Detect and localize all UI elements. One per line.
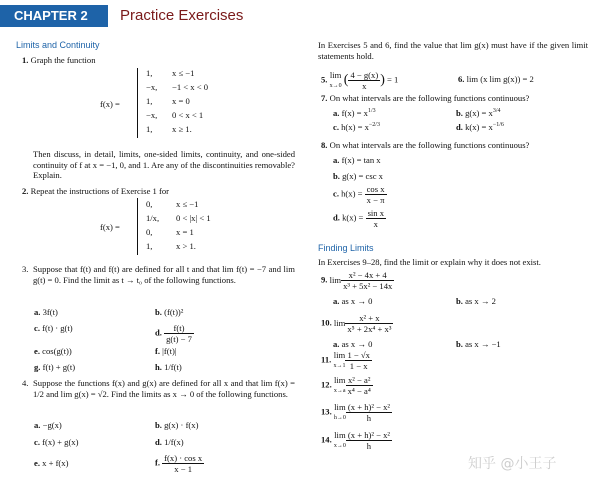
page-header	[0, 0, 600, 32]
lim-subscript: x→a	[333, 387, 346, 394]
exercise-3-part	[155, 323, 194, 344]
part-expr: g(x) = x	[465, 108, 493, 118]
case-condition: 0 < |x| < 1	[176, 213, 211, 223]
page-title: Practice Exercises	[120, 7, 244, 24]
fraction	[346, 402, 392, 423]
part-letter: a.	[34, 307, 41, 317]
exercise-4-part	[155, 420, 198, 430]
part-letter: d.	[155, 437, 162, 447]
case-condition: x = 0	[172, 96, 190, 106]
exercise-2-intro: 2. Repeat the instructions of Exercise 1 for	[22, 186, 170, 196]
exponent: −2/3	[368, 122, 380, 129]
part-expr: as x → 0	[341, 296, 373, 306]
exercise-8b: b. g(x) = csc x	[333, 171, 383, 181]
part-letter: c.	[333, 122, 339, 132]
lim-word: lim	[333, 318, 346, 328]
exercise-3-part	[155, 362, 182, 372]
denominator: h	[366, 441, 372, 451]
case-value: 1,	[146, 124, 153, 134]
exercise-number: 12.	[321, 379, 332, 390]
lim-word: lim	[334, 374, 346, 385]
exercise-5: 5. lim x→0 ( $\frac{4 - g(x)}{x}$ ) = 1	[321, 69, 399, 91]
part-expr: −g(x)	[42, 420, 62, 430]
numerator: 1 − √x	[347, 350, 370, 360]
exercise-4-num: 4.	[22, 378, 29, 388]
case-condition: x ≤ −1	[176, 199, 199, 209]
part-letter: f.	[155, 346, 161, 356]
part-letter: e.	[34, 458, 40, 468]
part-letter: g.	[34, 362, 41, 372]
exercise-number: 9.	[321, 274, 328, 285]
part-expr: cos(g(t))	[42, 346, 72, 356]
lim-word: lim	[329, 275, 342, 285]
exercise-4-part	[34, 420, 62, 430]
case-condition: −1 < x < 0	[172, 82, 209, 92]
part-expr: g(x) · f(x)	[164, 420, 199, 430]
chapter-label: CHAPTER 2	[0, 5, 108, 27]
numerator: (x + h)² − x²	[347, 430, 390, 440]
exercise-number: 13.	[321, 406, 332, 417]
part-expr: 1/f(t)	[164, 362, 182, 372]
exercise-6: 6. lim (x lim g(x)) = 2	[458, 74, 534, 84]
case-value: −x,	[146, 110, 158, 120]
part-letter: c.	[34, 437, 40, 447]
case-value: 1/x,	[146, 213, 160, 223]
part-letter: c.	[34, 323, 40, 333]
lim-operator	[334, 376, 346, 396]
limit-part	[333, 339, 372, 349]
exponent: 3/4	[492, 108, 501, 115]
case-value: 0,	[146, 199, 153, 209]
case-value: 1,	[146, 68, 153, 78]
numerator: x² + x	[345, 313, 393, 324]
part-expr: h(x) = x	[341, 122, 369, 132]
exercise-8d: d. k(x) = $\frac{\text{sin x}}{x}$	[333, 208, 385, 229]
case-value: −x,	[146, 82, 158, 92]
numerator: f(x) · cos x	[164, 453, 203, 463]
case-value: 1,	[146, 241, 153, 251]
part-letter: b.	[456, 296, 463, 306]
exercise-8-intro: 8. On what intervals are the following functions continuous?	[321, 140, 530, 150]
exercise-4-part	[155, 453, 204, 474]
intro-9-28: In Exercises 9–28, find the limit or explain why it does not exist.	[318, 257, 541, 267]
part-letter: b.	[155, 307, 162, 317]
denominator: x⁴ − a⁴	[347, 386, 371, 396]
exercise-2-fname: f(x) =	[100, 222, 120, 232]
numerator: x² − a²	[346, 375, 373, 386]
exercise-7-part	[333, 122, 380, 132]
exercise-4-part	[155, 437, 184, 447]
fraction	[346, 430, 392, 451]
lim-subscript: x→1	[333, 362, 346, 369]
lim-word: lim	[333, 349, 346, 360]
lim-operator	[330, 276, 341, 285]
exercise-8c: c. h(x) = $\frac{\text{cos x}}{x - \pi}$	[333, 184, 385, 205]
exercise-3-part	[34, 307, 58, 317]
exercise-4-text: Suppose the functions f(x) and g(x) are defined for all x and that lim f(x) = 1/2 and lim g(x) = √2. Find the limits as x → 0 of the following functions.	[33, 378, 295, 399]
exercise-1-intro: 1. Graph the function	[22, 55, 96, 65]
exercise-3-num: 3.	[22, 264, 29, 274]
denominator: 1 − x	[349, 361, 368, 371]
part-expr: 3f(t)	[42, 307, 58, 317]
limit-part	[333, 296, 372, 306]
limit-exercise	[321, 270, 394, 291]
part-expr: x + f(x)	[42, 458, 69, 468]
limit-exercise	[321, 313, 393, 334]
case-condition: x ≥ 1.	[172, 124, 192, 134]
part-letter: a.	[333, 339, 340, 349]
part-expr: f(t) + g(t)	[42, 362, 76, 372]
denominator: x³ + 5x² − 14x	[343, 281, 393, 291]
numerator: (x + h)² − x²	[347, 402, 390, 412]
lim-word: lim	[334, 429, 346, 440]
exercise-1-text: Then discuss, in detail, limits, one-sided limits, continuity, and one-sided continuity of f at x = −1, 0, and 1. Are any of the discontinuities removable? Explain.	[33, 149, 295, 180]
lim-operator	[334, 403, 346, 423]
exercise-8a: a. f(x) = tan x	[333, 155, 381, 165]
exercise-4-part	[34, 458, 68, 468]
part-expr: f(t) · g(t)	[42, 323, 73, 333]
exercise-3-part	[155, 346, 177, 356]
exercise-7-part	[456, 122, 504, 132]
part-letter: b.	[456, 108, 463, 118]
limit-exercise	[321, 350, 372, 371]
exponent: −1/6	[492, 122, 504, 129]
exercise-7-part	[333, 108, 376, 118]
limit-exercise	[321, 375, 373, 396]
limit-exercise	[321, 402, 392, 423]
exercise-7-part	[456, 108, 501, 118]
exponent: 1/3	[367, 108, 376, 115]
part-expr: f(x) + g(x)	[42, 437, 79, 447]
lim-operator	[334, 431, 346, 451]
piecewise-brace	[137, 198, 138, 255]
fraction	[346, 375, 373, 396]
case-value: 1,	[146, 96, 153, 106]
case-condition: 0 < x < 1	[172, 110, 204, 120]
numerator: x² − 4x + 4	[341, 270, 394, 281]
part-letter: f.	[155, 457, 161, 468]
intro-5-6: In Exercises 5 and 6, find the value that lim g(x) must have if the given limit statements hold.	[318, 40, 588, 61]
case-condition: x ≤ −1	[172, 68, 195, 78]
exercise-3-part	[34, 323, 73, 333]
fraction	[162, 453, 204, 474]
exercise-3-part	[155, 307, 183, 317]
section-heading-finding-limits: Finding Limits	[318, 243, 374, 253]
lim-operator	[334, 319, 345, 328]
fraction	[164, 323, 194, 344]
part-letter: b.	[456, 339, 463, 349]
limit-part	[456, 296, 496, 306]
denominator: x⁵ + 2x⁴ + x³	[347, 324, 392, 334]
lim-subscript: x→0	[333, 442, 346, 449]
part-letter: d.	[456, 122, 463, 132]
case-condition: x = 1	[176, 227, 194, 237]
exercise-4-part	[34, 437, 78, 447]
lim-subscript: h→0	[333, 414, 346, 421]
exercise-number: 11.	[321, 354, 332, 365]
fraction	[345, 350, 371, 371]
limit-exercise	[321, 430, 392, 451]
part-letter: b.	[155, 420, 162, 430]
exercise-3-text: Suppose that f(t) and f(t) are defined for all t and that lim f(t) = −7 and lim g(t) = 0. Find the limit as t → t₀ of the following functions.	[33, 264, 295, 285]
part-expr: as x → 0	[341, 339, 373, 349]
part-expr: (f(t))²	[164, 307, 184, 317]
part-expr: as x → −1	[465, 339, 501, 349]
denominator: x − 1	[174, 464, 193, 474]
part-expr: 1/f(x)	[164, 437, 184, 447]
part-letter: a.	[333, 296, 340, 306]
lim-word: lim	[334, 401, 346, 412]
watermark: 知乎 @小王子	[468, 456, 557, 472]
limit-part	[456, 339, 501, 349]
case-condition: x > 1.	[176, 241, 196, 251]
part-expr: f(x) = x	[341, 108, 368, 118]
exercise-number: 10.	[321, 317, 332, 328]
part-letter: a.	[333, 108, 340, 118]
fraction	[345, 313, 393, 334]
fraction	[341, 270, 394, 291]
part-letter: h.	[155, 362, 162, 372]
denominator: g(t) − 7	[166, 334, 192, 344]
exercise-number: 14.	[321, 434, 332, 445]
denominator: h	[366, 413, 372, 423]
part-letter: a.	[34, 420, 41, 430]
exercise-1-fname: f(x) =	[100, 99, 120, 109]
exercise-3-part	[34, 362, 75, 372]
part-letter: e.	[34, 346, 40, 356]
numerator: f(t)	[164, 323, 194, 334]
exercise-7-intro: 7. On what intervals are the following functions continuous?	[321, 93, 530, 103]
part-expr: as x → 2	[465, 296, 496, 306]
section-heading-limits: Limits and Continuity	[16, 40, 100, 50]
part-letter: d.	[155, 327, 162, 338]
part-expr: k(x) = x	[465, 122, 493, 132]
case-value: 0,	[146, 227, 153, 237]
exercise-3-part	[34, 346, 72, 356]
piecewise-brace	[137, 68, 138, 138]
lim-operator	[333, 351, 345, 371]
part-expr: |f(t)|	[162, 346, 177, 356]
